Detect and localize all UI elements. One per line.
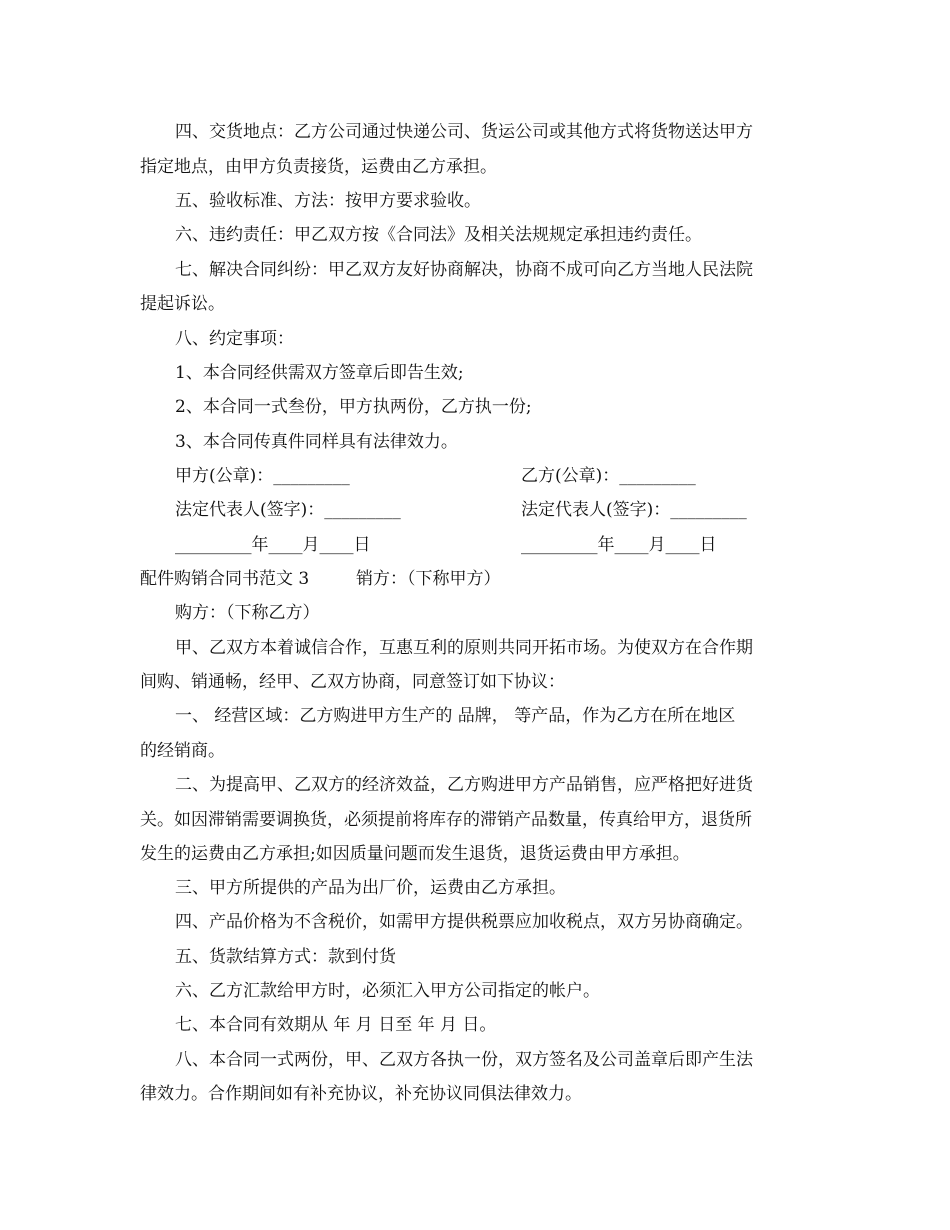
text-segment: 发生的运费由乙方承担;如因质量问题而发生退货，退货运费由甲方承担。 [140, 844, 690, 864]
text-segment: 二、为提高甲、乙双方的经济效益，乙方购进甲方产品销售，应严格把好进货 [175, 775, 753, 795]
clause-6-liability [0, 218, 950, 252]
text-segment: 五、货款结算方式：款到付货 [175, 947, 396, 967]
text-segment: 七、本合同有效期从 年 月 日至 年 月 日。 [175, 1015, 497, 1035]
party-a-representative: 法定代表人(签字)：_________ [175, 500, 401, 520]
article-6 [0, 974, 950, 1008]
article-1-line-2 [0, 734, 950, 768]
text-segment: 六、乙方汇款给甲方时，必须汇入甲方公司指定的帐户。 [175, 981, 600, 1001]
text-segment: 三、甲方所提供的产品为出厂价，运费由乙方承担。 [175, 878, 566, 898]
text-segment: 四、产品价格为不含税价，如需甲方提供税票应加收税点，双方另协商确定。 [175, 912, 753, 932]
clause-8-item-1 [0, 356, 950, 390]
article-8-line-2 [0, 1077, 950, 1111]
buyer-party [0, 596, 950, 630]
text-segment: 间购、销通畅，经甲、乙双方协商，同意签订如下协议： [140, 672, 565, 692]
seller-party: 销方：（下称甲方） [356, 569, 501, 589]
text-segment: 指定地点，由甲方负责接货，运费由乙方承担。 [140, 157, 497, 177]
text-segment: 五、验收标准、方法：按甲方要求验收。 [175, 191, 481, 211]
text-segment: 六、违约责任：甲乙双方按《合同法》及相关法规规定承担违约责任。 [175, 225, 702, 245]
template-3-title [0, 562, 950, 596]
template-title: 配件购销合同书范文 3 [140, 569, 310, 589]
signature-representatives [0, 493, 950, 527]
clause-5-acceptance [0, 184, 950, 218]
text-segment: 八、本合同一式两份，甲、乙双方各执一份，双方签名及公司盖章后即产生法 [175, 1050, 753, 1070]
party-b-representative: 法定代表人(签字)：_________ [521, 500, 747, 520]
party-b-seal: 乙方(公章)：_________ [521, 466, 696, 486]
text-segment: 七、解决合同纠纷：甲乙双方友好协商解决，协商不成可向乙方当地人民法院 [175, 260, 753, 280]
text-segment: 购方：（下称乙方） [175, 603, 320, 623]
text-segment: 2、本合同一式叁份，甲方执两份，乙方执一份; [175, 397, 532, 417]
clause-4-delivery-line-2 [0, 150, 950, 184]
article-2-line-1 [0, 768, 950, 802]
text-segment: 提起诉讼。 [140, 294, 225, 314]
text-segment: 关。如因滞销需要调换货，必须提前将库存的滞销产品数量，传真给甲方，退货所 [140, 810, 752, 830]
text-segment: 四、交货地点：乙方公司通过快递公司、货运公司或其他方式将货物送达甲方 [175, 122, 753, 142]
clause-4-delivery-line-1 [0, 115, 950, 149]
clause-8-item-2 [0, 390, 950, 424]
signature-dates [0, 528, 950, 562]
party-a-seal: 甲方(公章)：_________ [175, 466, 350, 486]
article-3 [0, 871, 950, 905]
party-b-date: _________年____月____日 [521, 535, 717, 555]
text-segment: 的经销商。 [140, 741, 225, 761]
text-segment: 1、本合同经供需双方签章后即告生效; [175, 363, 464, 383]
clause-8-item-3 [0, 425, 950, 459]
article-2-line-3 [0, 837, 950, 871]
text-segment: 甲、乙双方本着诚信合作，互惠互利的原则共同开拓市场。为使双方在合作期 [175, 638, 753, 658]
text-segment: 八、约定事项： [175, 329, 294, 349]
clause-7-disputes-line-2 [0, 287, 950, 321]
text-segment: 3、本合同传真件同样具有法律效力。 [175, 432, 458, 452]
text-segment: 律效力。合作期间如有补充协议，补充协议同俱法律效力。 [140, 1084, 582, 1104]
preamble-line-1 [0, 631, 950, 665]
signature-seals [0, 459, 950, 493]
clause-7-disputes-line-1 [0, 253, 950, 287]
clause-8-heading [0, 322, 950, 356]
article-4 [0, 905, 950, 939]
article-7 [0, 1008, 950, 1042]
article-2-line-2 [0, 803, 950, 837]
party-a-date: _________年____月____日 [175, 535, 371, 555]
article-8-line-1 [0, 1043, 950, 1077]
preamble-line-2 [0, 665, 950, 699]
article-1-line-1 [0, 699, 950, 733]
text-segment: 一、 经营区域：乙方购进甲方生产的 品牌， 等产品，作为乙方在所在地区 [175, 706, 736, 726]
article-5 [0, 940, 950, 974]
